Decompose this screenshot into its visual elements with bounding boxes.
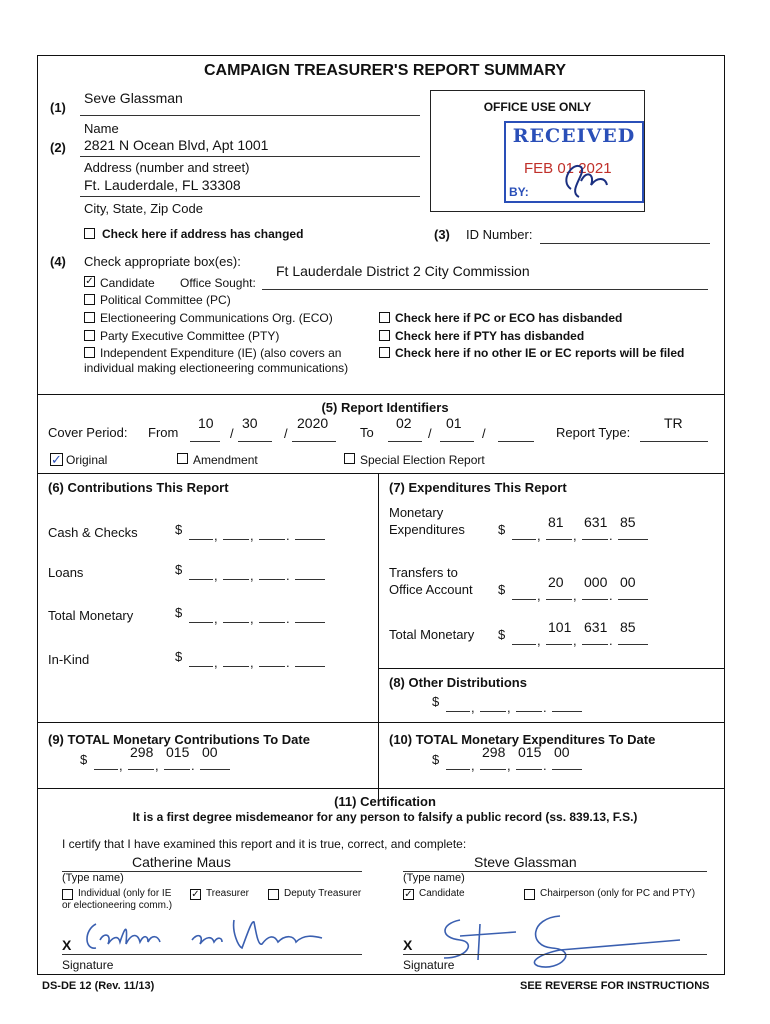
section-6-divider <box>37 473 725 474</box>
monetary-expenditures-separator: . <box>609 528 613 543</box>
deputy-treasurer-label: Deputy Treasurer <box>284 888 362 899</box>
expend-total-amount-part[interactable]: 85 <box>620 619 636 635</box>
special-election-label: Special Election Report <box>360 453 485 467</box>
transfers-amount-part[interactable]: 20 <box>548 574 564 590</box>
total-contributions-separator: , <box>155 758 159 773</box>
individual-label-2: or electioneering comm.) <box>62 900 173 911</box>
from-slash-1: / <box>230 426 234 441</box>
eco-checkbox[interactable] <box>84 312 95 323</box>
ie-label: Independent Expenditure (IE) (also covers an <box>100 346 342 360</box>
id-number-line[interactable] <box>540 243 710 244</box>
total-contributions-segment-line[interactable] <box>128 769 154 770</box>
total-contributions-segment-line[interactable] <box>164 769 190 770</box>
to-year-line[interactable] <box>498 441 534 442</box>
city-underline <box>80 196 420 197</box>
expend-total-label: Total Monetary <box>389 627 475 642</box>
treasurer-name[interactable]: Catherine Maus <box>132 854 231 870</box>
to-day[interactable]: 01 <box>446 415 462 431</box>
total-expenditures-segment-line[interactable] <box>516 769 542 770</box>
total-expenditures-title: (10) TOTAL Monetary Expenditures To Date <box>389 732 656 747</box>
pc-label: Political Committee (PC) <box>100 293 231 307</box>
field-2-number: (2) <box>50 140 66 155</box>
monetary-expenditures-label-2: Expenditures <box>389 522 465 537</box>
pty-disbanded-label: Check here if PTY has disbanded <box>395 329 585 343</box>
total-contributions-amount-part[interactable]: 00 <box>202 744 218 760</box>
treasurer-label: Treasurer <box>206 888 249 899</box>
amendment-checkbox[interactable] <box>177 453 188 464</box>
original-label: Original <box>66 453 108 467</box>
total-expenditures-separator: . <box>543 758 547 773</box>
received-initials <box>551 151 611 203</box>
report-type-line <box>640 441 708 442</box>
cash-checks-dollar-sign: $ <box>175 522 183 537</box>
address-changed-checkbox[interactable] <box>84 228 95 239</box>
received-stamp-text: RECEIVED <box>512 125 636 147</box>
from-day-line <box>238 441 272 442</box>
cash-checks-segment-line[interactable] <box>259 539 285 540</box>
street-label: Address (number and street) <box>84 160 250 175</box>
name-label: Name <box>84 121 119 136</box>
candidate-signature-line <box>403 954 707 955</box>
ie-label-continued: individual making electioneering communications) <box>84 361 349 375</box>
transfers-segment-line[interactable] <box>582 599 608 600</box>
expend-total-dollar-sign: $ <box>498 627 506 642</box>
total-contributions-amount-part[interactable]: 298 <box>130 744 154 760</box>
cash-checks-separator: , <box>250 528 254 543</box>
instructions-note: SEE REVERSE FOR INSTRUCTIONS <box>520 980 710 992</box>
cash-checks-segment-line[interactable] <box>295 539 325 540</box>
field-3-number: (3) <box>434 227 450 242</box>
other-distributions-separator: , <box>507 700 511 715</box>
loans-dollar-sign: $ <box>175 562 183 577</box>
contrib-total-segment-line[interactable] <box>259 622 285 623</box>
column-divider <box>378 473 379 803</box>
loans-segment-line[interactable] <box>223 579 249 580</box>
pty-disbanded-checkbox[interactable] <box>379 330 390 341</box>
total-expenditures-segment-line[interactable] <box>446 769 470 770</box>
street-underline <box>80 156 420 157</box>
loans-separator: , <box>250 568 254 583</box>
from-month[interactable]: 10 <box>198 415 214 431</box>
contrib-total-label: Total Monetary <box>48 608 134 623</box>
total-contributions-separator: , <box>119 758 123 773</box>
candidate-signature-label: Signature <box>403 958 455 972</box>
from-month-line <box>190 441 220 442</box>
candidate-signer-label: Candidate <box>419 888 465 899</box>
section-9-divider <box>37 722 725 723</box>
total-expenditures-segment-line[interactable] <box>552 769 582 770</box>
monetary-expenditures-segment-line[interactable] <box>546 539 572 540</box>
transfers-segment-line[interactable] <box>618 599 648 600</box>
expend-total-amount-part[interactable]: 631 <box>584 619 608 635</box>
transfers-label-2: Office Account <box>389 582 473 597</box>
total-contributions-separator: . <box>191 758 195 773</box>
to-slash-1: / <box>428 426 432 441</box>
city-label: City, State, Zip Code <box>84 201 203 216</box>
pc-disbanded-label: Check here if PC or ECO has disbanded <box>395 311 623 325</box>
pc-checkbox[interactable] <box>84 294 95 305</box>
total-expenditures-separator: , <box>471 758 475 773</box>
treasurer-type-name-label: (Type name) <box>62 872 124 884</box>
total-expenditures-segment-line[interactable] <box>480 769 506 770</box>
inkind-separator: , <box>250 655 254 670</box>
loans-segment-line[interactable] <box>295 579 325 580</box>
chairperson-label: Chairperson (only for PC and PTY) <box>540 888 696 899</box>
expend-total-segment-line[interactable] <box>582 644 608 645</box>
total-contributions-segment-line[interactable] <box>200 769 230 770</box>
contrib-total-dollar-sign: $ <box>175 605 183 620</box>
expend-total-segment-line[interactable] <box>618 644 648 645</box>
city-value[interactable]: Ft. Lauderdale, FL 33308 <box>84 177 241 193</box>
other-distributions-title: (8) Other Distributions <box>389 675 527 690</box>
treasurer-signature-line <box>62 954 362 955</box>
loans-separator: , <box>214 568 218 583</box>
monetary-expenditures-amount-part[interactable]: 81 <box>548 514 564 530</box>
to-label: To <box>360 425 374 440</box>
inkind-separator: . <box>286 655 290 670</box>
misdemeanor-warning: It is a first degree misdemeanor for any person to falsify a public record (ss. 839.13, F.S.) <box>132 810 638 824</box>
transfers-segment-line[interactable] <box>546 599 572 600</box>
expend-total-segment-line[interactable] <box>512 644 536 645</box>
expend-total-amount-part[interactable]: 101 <box>548 619 572 635</box>
cover-period-label: Cover Period: <box>48 425 128 440</box>
treasurer-checkbox[interactable]: ✓ <box>191 889 200 900</box>
from-day[interactable]: 30 <box>242 415 258 431</box>
contrib-total-segment-line[interactable] <box>189 622 213 623</box>
expend-total-segment-line[interactable] <box>546 644 572 645</box>
monetary-expenditures-segment-line[interactable] <box>618 539 648 540</box>
loans-segment-line[interactable] <box>189 579 213 580</box>
deputy-treasurer-checkbox[interactable] <box>268 889 279 900</box>
office-sought-label: Office Sought: <box>180 276 256 290</box>
other-distributions-separator: . <box>543 700 547 715</box>
to-slash-2: / <box>482 426 486 441</box>
id-number-label: ID Number: <box>466 227 533 242</box>
to-month-line <box>388 441 422 442</box>
report-identifiers-title: (5) Report Identifiers <box>321 400 449 415</box>
transfers-segment-line[interactable] <box>512 599 536 600</box>
special-election-checkbox[interactable] <box>344 453 355 464</box>
total-expenditures-dollar-sign: $ <box>432 752 440 767</box>
monetary-expenditures-amount-part[interactable]: 631 <box>584 514 608 530</box>
monetary-expenditures-dollar-sign: $ <box>498 522 506 537</box>
total-expenditures-amount-part[interactable]: 015 <box>518 744 542 760</box>
received-date: FEB 01 2021 <box>524 160 612 177</box>
loans-label: Loans <box>48 565 84 580</box>
treasurer-signature[interactable] <box>82 912 332 958</box>
chairperson-checkbox[interactable] <box>524 889 535 900</box>
transfers-amount-part[interactable]: 000 <box>584 574 608 590</box>
cash-checks-label: Cash & Checks <box>48 525 138 540</box>
candidate-signer-name[interactable]: Steve Glassman <box>474 854 577 870</box>
other-distributions-segment-line[interactable] <box>552 711 582 712</box>
candidate-x-mark: X <box>403 937 413 953</box>
other-distributions-dollar-sign: $ <box>432 694 440 709</box>
original-checkbox[interactable]: ✓ <box>51 452 62 467</box>
pc-disbanded-checkbox[interactable] <box>379 312 390 323</box>
inkind-segment-line[interactable] <box>223 666 249 667</box>
total-contributions-dollar-sign: $ <box>80 752 88 767</box>
section-8-divider <box>378 668 725 669</box>
inkind-separator: , <box>214 655 218 670</box>
name-underline <box>80 115 420 116</box>
inkind-label: In-Kind <box>48 652 90 667</box>
other-distributions-separator: , <box>471 700 475 715</box>
other-distributions-segment-line[interactable] <box>516 711 542 712</box>
candidate-name-value[interactable]: Seve Glassman <box>84 90 183 106</box>
no-other-reports-label: Check here if no other IE or EC reports will be filed <box>395 346 685 360</box>
pty-checkbox[interactable] <box>84 330 95 341</box>
cash-checks-segment-line[interactable] <box>189 539 213 540</box>
total-contributions-title: (9) TOTAL Monetary Contributions To Date <box>48 732 310 747</box>
expend-total-separator: . <box>609 633 613 648</box>
inkind-segment-line[interactable] <box>259 666 285 667</box>
expend-total-separator: , <box>537 633 541 648</box>
monetary-expenditures-segment-line[interactable] <box>582 539 608 540</box>
expend-total-separator: , <box>573 633 577 648</box>
candidate-signer-checkbox[interactable]: ✓ <box>404 889 413 900</box>
address-changed-label: Check here if address has changed <box>102 227 304 241</box>
individual-checkbox[interactable] <box>62 889 73 900</box>
total-expenditures-amount-part[interactable]: 00 <box>554 744 570 760</box>
loans-separator: . <box>286 568 290 583</box>
individual-label-1: Individual (only for IE <box>78 888 172 899</box>
office-use-box <box>430 90 645 212</box>
candidate-checkbox[interactable]: ✓ <box>85 276 94 287</box>
inkind-dollar-sign: $ <box>175 649 183 664</box>
candidate-signature[interactable] <box>420 910 690 974</box>
office-sought-line <box>262 289 708 290</box>
received-by-label: BY: <box>509 185 529 199</box>
transfers-amount-part[interactable]: 00 <box>620 574 636 590</box>
transfers-dollar-sign: $ <box>498 582 506 597</box>
total-contributions-segment-line[interactable] <box>94 769 118 770</box>
treasurer-signature-label: Signature <box>62 958 114 972</box>
contrib-total-separator: , <box>214 611 218 626</box>
no-other-reports-checkbox[interactable] <box>379 347 390 358</box>
expenditures-title: (7) Expenditures This Report <box>389 480 567 495</box>
report-type-label: Report Type: <box>556 425 631 440</box>
total-expenditures-separator: , <box>507 758 511 773</box>
contributions-title: (6) Contributions This Report <box>48 480 229 495</box>
contrib-total-segment-line[interactable] <box>295 622 325 623</box>
candidate-label: Candidate <box>100 276 155 290</box>
contrib-total-segment-line[interactable] <box>223 622 249 623</box>
monetary-expenditures-label-1: Monetary <box>389 505 444 520</box>
other-distributions-segment-line[interactable] <box>446 711 470 712</box>
from-year[interactable]: 2020 <box>297 415 329 431</box>
form-number: DS-DE 12 (Rev. 11/13) <box>42 980 155 992</box>
monetary-expenditures-separator: , <box>573 528 577 543</box>
report-type-value[interactable]: TR <box>664 415 683 431</box>
to-month[interactable]: 02 <box>396 415 412 431</box>
from-label: From <box>148 425 179 440</box>
monetary-expenditures-segment-line[interactable] <box>512 539 536 540</box>
field-1-number: (1) <box>50 100 66 115</box>
amendment-label: Amendment <box>193 453 258 467</box>
transfers-label-1: Transfers to <box>389 565 458 580</box>
form-title: CAMPAIGN TREASURER'S REPORT SUMMARY <box>203 62 567 79</box>
received-stamp <box>504 121 644 203</box>
inkind-segment-line[interactable] <box>189 666 213 667</box>
other-distributions-segment-line[interactable] <box>480 711 506 712</box>
monetary-expenditures-amount-part[interactable]: 85 <box>620 514 636 530</box>
office-use-label: OFFICE USE ONLY <box>483 100 592 114</box>
office-sought-value[interactable]: Ft Lauderdale District 2 City Commission <box>276 263 530 279</box>
transfers-separator: , <box>573 588 577 603</box>
contrib-total-separator: . <box>286 611 290 626</box>
transfers-separator: . <box>609 588 613 603</box>
check-boxes-label: Check appropriate box(es): <box>84 254 241 269</box>
certify-statement: I certify that I have examined this report and it is true, correct, and complete: <box>62 837 467 851</box>
transfers-separator: , <box>537 588 541 603</box>
total-expenditures-amount-part[interactable]: 298 <box>482 744 506 760</box>
cash-checks-separator: . <box>286 528 290 543</box>
cash-checks-separator: , <box>214 528 218 543</box>
street-value[interactable]: 2821 N Ocean Blvd, Apt 1001 <box>84 137 269 153</box>
field-4-number: (4) <box>50 254 66 269</box>
inkind-segment-line[interactable] <box>295 666 325 667</box>
treasurer-x-mark: X <box>62 937 72 953</box>
total-contributions-amount-part[interactable]: 015 <box>166 744 190 760</box>
monetary-expenditures-separator: , <box>537 528 541 543</box>
certification-title: (11) Certification <box>334 794 436 809</box>
ie-checkbox[interactable] <box>84 347 95 358</box>
section-11-divider <box>37 788 725 789</box>
cash-checks-segment-line[interactable] <box>223 539 249 540</box>
candidate-type-name-label: (Type name) <box>403 872 465 884</box>
section-5-divider <box>37 394 725 395</box>
loans-segment-line[interactable] <box>259 579 285 580</box>
eco-label: Electioneering Communications Org. (ECO) <box>100 311 333 325</box>
from-year-line <box>292 441 336 442</box>
contrib-total-separator: , <box>250 611 254 626</box>
pty-label: Party Executive Committee (PTY) <box>100 329 280 343</box>
from-slash-2: / <box>284 426 288 441</box>
to-day-line <box>440 441 474 442</box>
